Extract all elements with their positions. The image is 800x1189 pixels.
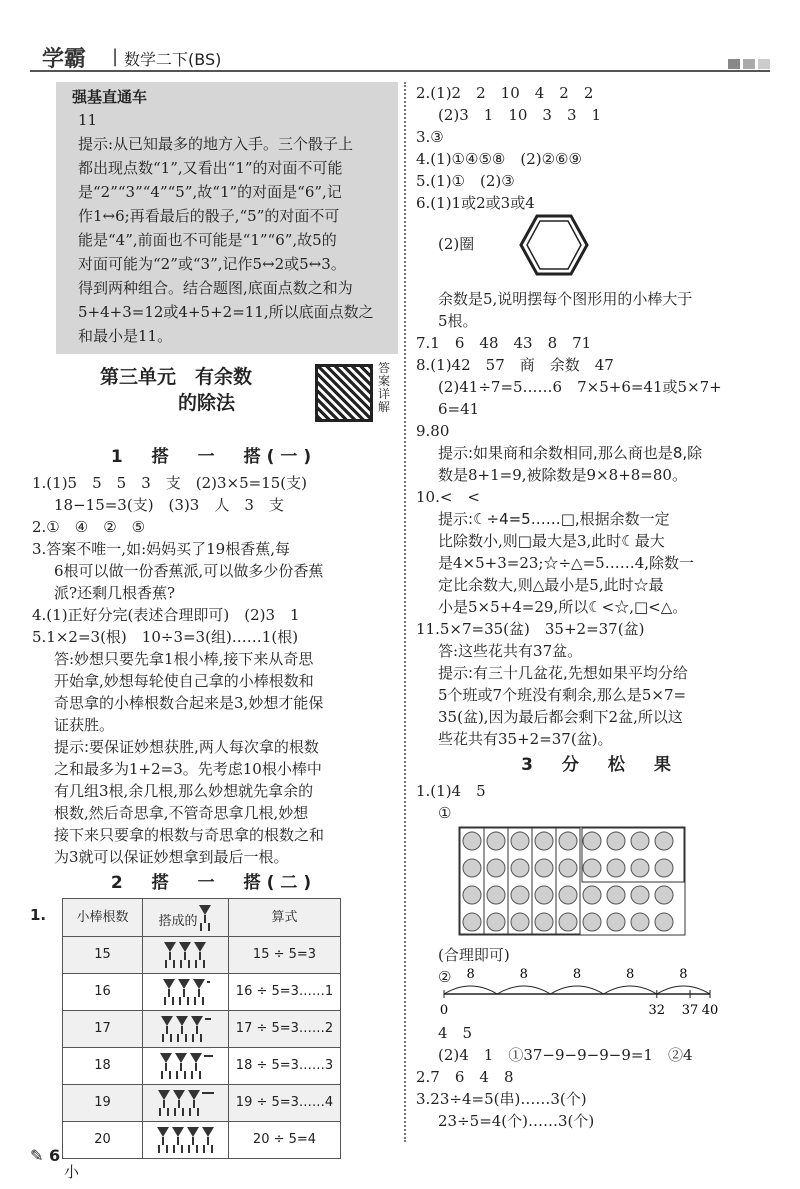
circle-label: (2)圈 <box>438 235 475 253</box>
book-title: 数学二下(BS) <box>124 50 222 69</box>
text-line: 派?还剩几根香蕉? <box>54 584 176 602</box>
glass-icon <box>162 977 176 999</box>
pinecone-circle <box>655 886 673 904</box>
page-header <box>30 40 770 72</box>
glass-icon <box>189 1051 203 1073</box>
glass-icon <box>157 1088 171 1110</box>
text-line: 18−15=3(支) (3)3 人 3 支 <box>54 496 284 514</box>
pinecone-circle <box>535 886 553 904</box>
arc-label: 8 <box>626 968 635 982</box>
box-line: 能是“4”,前面也不可能是“1”“6”,故5的 <box>78 231 337 249</box>
text-line: 7.1 6 48 43 8 71 <box>416 334 592 352</box>
text-line: 答:这些花共有37盆。 <box>438 642 583 660</box>
unit-title: 第三单元 有余数 <box>100 366 253 388</box>
table-cell: 18 ÷ 5=3……3 <box>229 1048 341 1085</box>
header-separator: | <box>112 46 119 67</box>
text-line: 提示:要保证妙想获胜,两人每次拿的根数 <box>54 738 319 756</box>
pinecone-circle <box>655 913 673 931</box>
section-1-answers <box>30 472 398 868</box>
text-line: 5个班或7个班没有剩余,那么是5×7= <box>438 686 687 704</box>
pinecone-circle <box>511 832 529 850</box>
glass-icon <box>178 940 192 962</box>
pinecone-circle <box>631 886 649 904</box>
tick-label: 37 <box>681 1003 699 1018</box>
table-cell: 20 <box>63 1122 143 1159</box>
arc-label: 8 <box>466 968 475 982</box>
table-cell: 15 <box>63 937 143 974</box>
answers-d <box>414 1022 784 1132</box>
qr-label: 答案详解 <box>378 361 391 414</box>
number-line-label: ② <box>438 968 452 986</box>
table-cell <box>143 1085 229 1122</box>
text-line: (2)3 1 10 3 3 1 <box>438 106 602 124</box>
section-title-1: 1 搭 一 搭(一) <box>110 447 318 467</box>
number-line-block <box>414 966 784 1022</box>
pinecone-circle <box>607 859 625 877</box>
table-header: 算式 <box>229 899 341 937</box>
glass-icon <box>186 1125 200 1147</box>
pinecone-circle <box>511 859 529 877</box>
answers-b <box>414 288 784 750</box>
table-cell: 19 <box>63 1085 143 1122</box>
glass-icon <box>160 1014 174 1036</box>
text-line: 4.(1)正好分完(表述合理即可) (2)3 1 <box>32 606 300 624</box>
pinecone-circle <box>487 913 505 931</box>
text-line: ① <box>438 804 452 822</box>
leftover-sticks <box>205 1018 211 1020</box>
pinecone-circle <box>559 832 577 850</box>
text-line: 余数是5,说明摆每个图形用的小棒大于 <box>438 290 693 308</box>
leftover-sticks <box>202 1092 214 1094</box>
table-row <box>63 937 341 974</box>
text-line: 2.(1)2 2 10 4 2 2 <box>416 84 594 102</box>
text-line: 6根可以做一份香蕉派,可以做多少份香蕉 <box>54 562 324 580</box>
pinecone-circle <box>583 859 601 877</box>
pinecone-circle <box>535 913 553 931</box>
answer-table <box>62 898 341 1159</box>
table-cell: 17 ÷ 5=3……2 <box>229 1011 341 1048</box>
box-line: 11 <box>78 111 98 129</box>
box-title: 强基直通车 <box>72 88 148 106</box>
text-line: 4.(1)①④⑤⑧ (2)②⑥⑨ <box>416 150 582 168</box>
glass-icon <box>193 940 207 962</box>
pinecone-circle <box>463 913 481 931</box>
table-header: 小棒根数 <box>63 899 143 937</box>
jump-arc <box>657 986 710 994</box>
table-row <box>63 1011 341 1048</box>
table-cell <box>143 974 229 1011</box>
text-line: 根数,然后奇思拿,不管奇思拿几根,妙想 <box>54 804 309 822</box>
glass-icon <box>156 1125 170 1147</box>
table-row <box>63 1122 341 1159</box>
section-title-2: 2 搭 一 搭(二) <box>110 873 318 893</box>
pencil-icon: ✎ <box>30 1146 44 1165</box>
answers-c <box>414 780 784 824</box>
box-line: 是“2”“3”“4”“5”,故“1”的对面是“6”,记 <box>78 183 342 201</box>
table-cell: 15 ÷ 5=3 <box>229 937 341 974</box>
pinecone-circle <box>583 913 601 931</box>
table-cell: 18 <box>63 1048 143 1085</box>
text-line: 11.5×7=35(盆) 35+2=37(盆) <box>416 620 645 638</box>
table-row <box>63 1085 341 1122</box>
section-title-3: 3 分 松 果 <box>521 755 677 775</box>
table-header: 搭成的 <box>143 899 229 937</box>
jump-arc <box>444 986 497 994</box>
pinecone-circle <box>583 886 601 904</box>
text-line: 小是5×5+4=29,所以☾<☆,□<△。 <box>438 598 688 616</box>
glass-icon <box>192 977 206 999</box>
column-divider <box>404 82 406 1142</box>
text-line: 接下来只要拿的根数与奇思拿的根数之和 <box>54 826 325 844</box>
table-cell <box>143 1011 229 1048</box>
grid-note: (合理即可) <box>438 946 510 964</box>
glass-icon <box>190 1014 204 1036</box>
text-line: 2.7 6 4 8 <box>416 1068 514 1086</box>
text-line: 答:妙想只要先拿1根小棒,接下来从奇思 <box>54 650 314 668</box>
box-line: 提示:从已知最多的地方入手。三个骰子上 <box>78 135 354 153</box>
text-line: 比除数小,则□最大是3,此时☾最大 <box>438 532 665 550</box>
pinecone-circle <box>607 886 625 904</box>
glass-icon <box>177 977 191 999</box>
arc-label: 8 <box>519 968 528 982</box>
text-line: 8.(1)42 57 商 余数 47 <box>416 356 614 374</box>
box-line: 得到两种组合。结合题图,底面点数之和为 <box>78 279 353 297</box>
box-content <box>78 108 388 348</box>
leftover-sticks <box>204 1055 213 1057</box>
text-line: 数是8+1=9,被除数是9×8+8=80。 <box>438 466 687 484</box>
glass-icon <box>159 1051 173 1073</box>
table-number: 1. <box>30 906 47 924</box>
table-cell: 20 ÷ 5=4 <box>229 1122 341 1159</box>
jump-arc <box>550 986 603 994</box>
tick-label: 0 <box>439 1003 449 1018</box>
pinecone-circle <box>559 859 577 877</box>
table-cell <box>143 937 229 974</box>
text-line: 4 5 <box>438 1024 473 1042</box>
table-row <box>63 1048 341 1085</box>
box-line: 作1↔6;再看最后的骰子,“5”的对面不可 <box>78 207 340 225</box>
page-number: 6 <box>48 1146 61 1165</box>
text-line: 提示:有三十几盆花,先想如果平均分给 <box>438 664 688 682</box>
text-line: 些花共有35+2=37(盆)。 <box>438 730 613 748</box>
text-line: 6.(1)1或2或3或4 <box>416 194 535 212</box>
text-line: 之和最多为1+2=3。先考虑10根小棒中 <box>54 760 322 778</box>
arc-label: 8 <box>572 968 582 982</box>
table-cell <box>143 1122 229 1159</box>
text-line: 10.< < <box>416 488 480 506</box>
unit-heading <box>30 362 398 442</box>
pinecone-circle <box>487 859 505 877</box>
pinecone-circle <box>487 886 505 904</box>
pinecone-circle <box>631 913 649 931</box>
glass-icon <box>171 1125 185 1147</box>
glass-icon <box>187 1088 201 1110</box>
text-line: 是4×5+3=23;☆÷△=5……4,除数一 <box>438 554 695 572</box>
jump-arc <box>497 986 550 994</box>
pinecone-circle <box>559 886 577 904</box>
qr-code[interactable] <box>315 364 373 422</box>
text-line: 1.(1)4 5 <box>416 782 486 800</box>
arc-label: 8 <box>679 968 688 982</box>
text-line: 1.(1)5 5 5 3 支 (2)3×5=15(支) <box>32 474 307 492</box>
pinecone-grid <box>458 826 784 944</box>
text-line: 3.答案不唯一,如:妈妈买了19根香蕉,每 <box>32 540 290 558</box>
tick-label: 32 <box>648 1003 666 1018</box>
glass-icon <box>198 903 212 925</box>
text-line: 5根。 <box>438 312 478 330</box>
brand-logo: 学霸 <box>42 47 87 72</box>
box-line: 对面可能为“2”或“3”,记作5↔2或5↔3。 <box>78 255 346 273</box>
text-line: 5.1×2=3(根) 10÷3=3(组)……1(根) <box>32 628 299 646</box>
tick-label: 40 <box>701 1003 719 1018</box>
pinecone-circle <box>463 886 481 904</box>
pinecone-circle <box>487 832 505 850</box>
jump-arc <box>604 986 657 994</box>
pinecone-circle <box>583 832 601 850</box>
table-cell <box>143 1048 229 1085</box>
pinecone-circle <box>535 859 553 877</box>
answers-a <box>414 82 784 214</box>
text-line: 3.23÷4=5(串)……3(个) <box>416 1090 587 1108</box>
text-line: 6=41 <box>438 400 480 418</box>
table-cell: 17 <box>63 1011 143 1048</box>
glass-icon <box>172 1088 186 1110</box>
table-cell: 16 ÷ 5=3……1 <box>229 974 341 1011</box>
left-column <box>30 82 398 1183</box>
hexagon-row <box>414 214 784 288</box>
box-line: 5+4+3=12或4+5+2=11,所以底面点数之 <box>78 303 374 321</box>
table-cell: 16 <box>63 974 143 1011</box>
text-line: 35(盆),因为最后都会剩下2盆,所以这 <box>438 708 683 726</box>
text-line: 提示:☾÷4=5……□,根据余数一定 <box>438 510 670 528</box>
unit-subtitle: 的除法 <box>178 392 236 414</box>
pinecone-circle <box>511 886 529 904</box>
text-line: 奇思拿的小棒根数合起来是3,妙想才能保 <box>54 694 324 712</box>
text-line: 9.80 <box>416 422 450 440</box>
number-line <box>438 968 738 1020</box>
pinecone-circle <box>535 832 553 850</box>
box-line: 都出现点数“1”,又看出“1”的对面不可能 <box>78 159 343 177</box>
table-row <box>63 974 341 1011</box>
text-line: 证获胜。 <box>54 716 115 734</box>
pinecone-circle <box>559 913 577 931</box>
header-marks <box>725 54 770 73</box>
pinecone-circle <box>607 913 625 931</box>
text-line: 3.③ <box>416 128 444 146</box>
leftover-sticks <box>207 981 210 983</box>
glass-icon <box>201 1125 215 1147</box>
table-cell: 19 ÷ 5=3……4 <box>229 1085 341 1122</box>
pinecone-circle <box>631 859 649 877</box>
pinecone-circle <box>631 832 649 850</box>
text-line: 有几组3根,余几根,那么妙想就先拿余的 <box>54 782 314 800</box>
trailing-text: 小 <box>64 1163 80 1181</box>
glass-icon <box>175 1014 189 1036</box>
text-line: (2)41÷7=5……6 7×5+6=41或5×7+ <box>438 378 722 396</box>
text-line: 5.(1)① (2)③ <box>416 172 515 190</box>
text-line: 定比余数大,则△最小是5,此时☆最 <box>438 576 664 594</box>
pinecone-circle <box>463 832 481 850</box>
text-line: 开始拿,妙想每轮使自己拿的小棒根数和 <box>54 672 314 690</box>
box-line: 和最小是11。 <box>78 327 173 345</box>
pinecone-circle <box>655 859 673 877</box>
text-line: 23÷5=4(个)……3(个) <box>438 1112 595 1130</box>
challenge-box <box>56 82 398 354</box>
pinecone-circle <box>463 859 481 877</box>
glass-icon <box>174 1051 188 1073</box>
grid-figure <box>458 826 688 938</box>
glass-icon <box>163 940 177 962</box>
table-block <box>30 898 398 1159</box>
page-footer <box>30 1146 60 1165</box>
hexagon-icon <box>519 214 589 276</box>
text-line: (2)4 1 ①37−9−9−9−9=1 ②4 <box>438 1046 693 1064</box>
pinecone-circle <box>607 832 625 850</box>
pinecone-circle <box>511 913 529 931</box>
pinecone-circle <box>655 832 673 850</box>
text-line: 提示:如果商和余数相同,那么商也是8,除 <box>438 444 703 462</box>
text-line: 2.① ④ ② ⑤ <box>32 518 146 536</box>
right-column <box>414 82 784 1132</box>
text-line: 为3就可以保证妙想拿到最后一根。 <box>54 848 289 866</box>
